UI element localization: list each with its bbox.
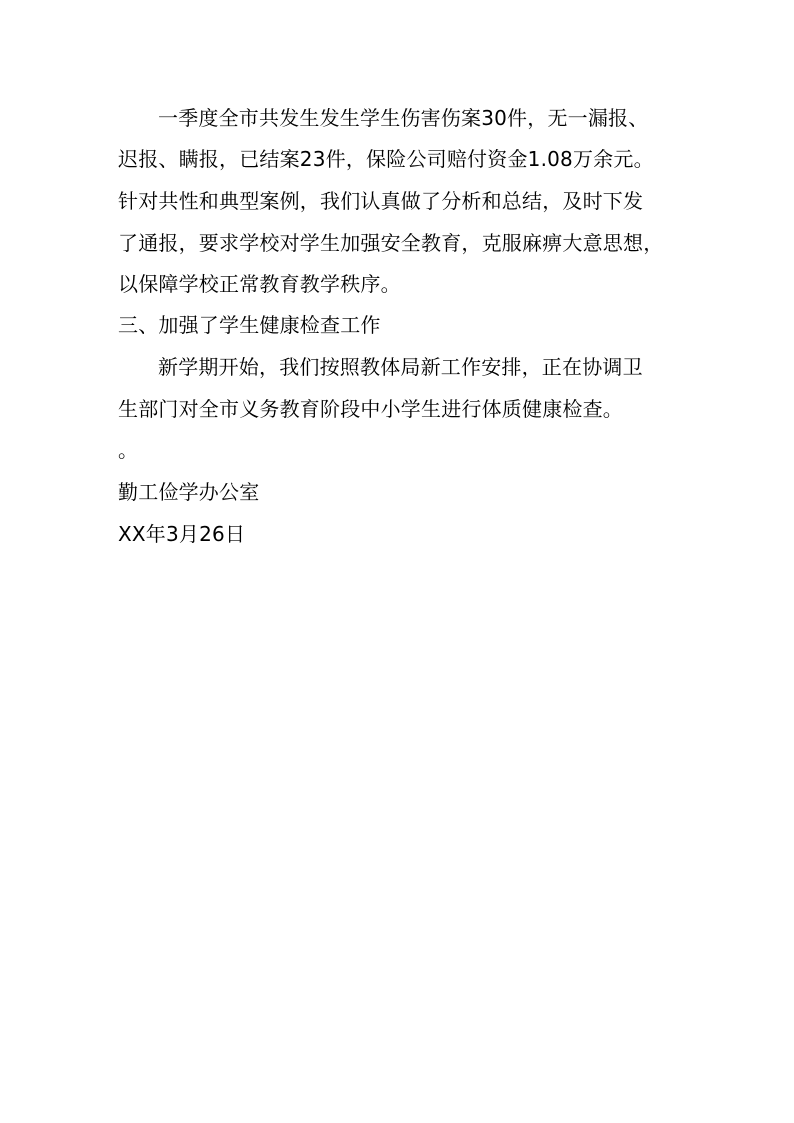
paragraph-1-line-2: 迟报、瞒报，已结案23件，保险公司赔付资金1.08万余元。: [118, 147, 654, 171]
section-heading: 三、加强了学生健康检查工作: [118, 313, 381, 337]
paragraph-1-line-4: 了通报，要求学校对学生加强安全教育，克服麻痹大意思想，: [118, 231, 664, 255]
paragraph-2-line-1: 新学期开始，我们按照教体局新工作安排，正在协调卫: [158, 355, 643, 379]
stray-punctuation: 。: [118, 438, 139, 462]
paragraph-1-line-1: 一季度全市共发生发生学生伤害伤案30件，无一漏报、: [158, 106, 649, 130]
paragraph-1-line-5: 以保障学校正常教育教学秩序。: [118, 272, 401, 296]
document-date: XX年3月26日: [118, 522, 246, 546]
signature-office: 勤工俭学办公室: [118, 480, 260, 504]
paragraph-1-line-3: 针对共性和典型案例，我们认真做了分析和总结，及时下发: [118, 189, 644, 213]
paragraph-2-line-2: 生部门对全市义务教育阶段中小学生进行体质健康检查。: [118, 397, 623, 421]
